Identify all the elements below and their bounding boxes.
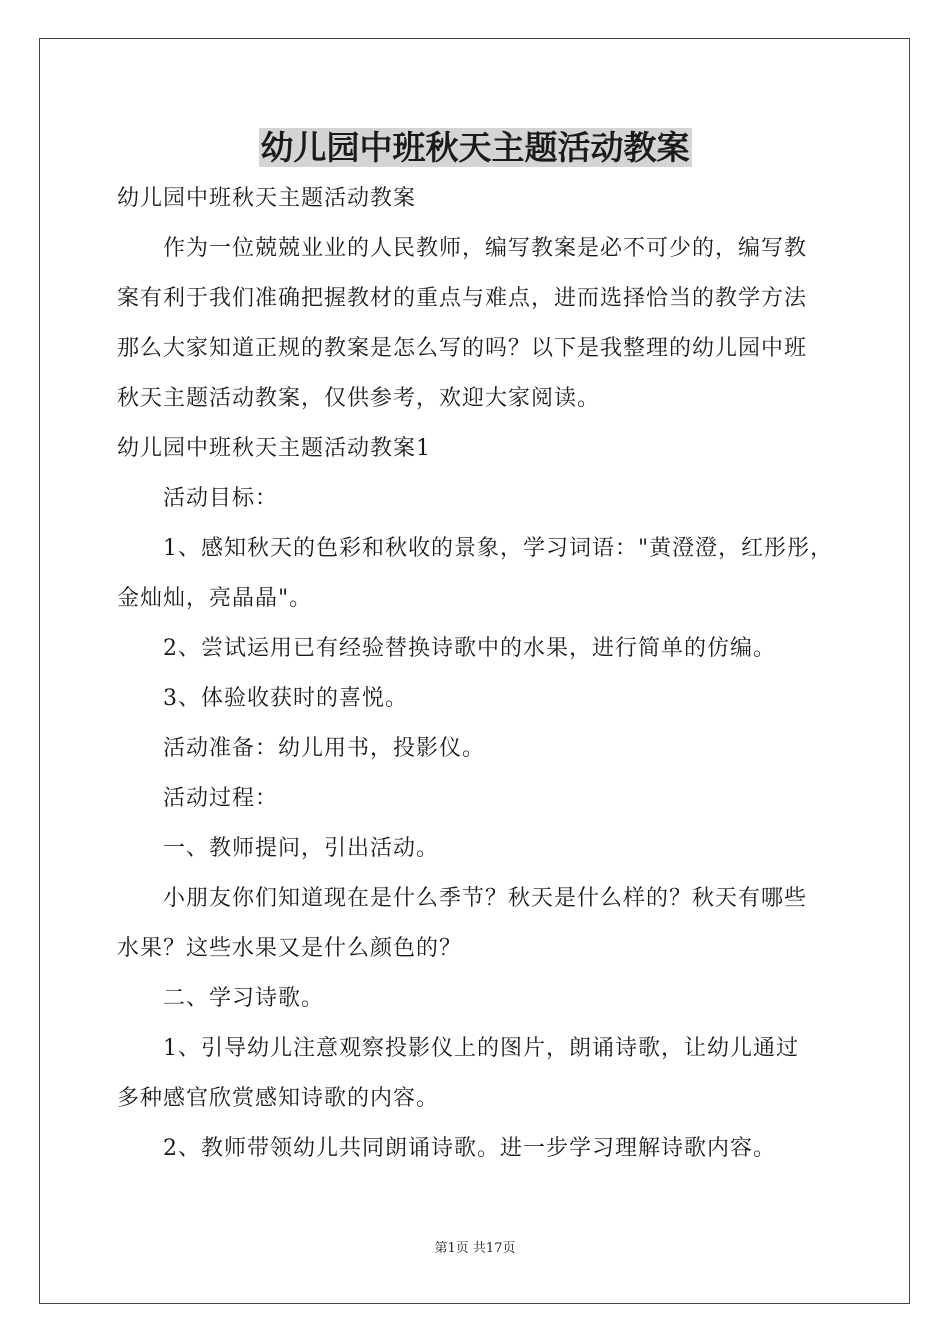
process-label: 活动过程： xyxy=(163,786,279,811)
page-border xyxy=(39,38,910,1304)
step-2-item-2: 2、教师带领幼儿共同朗诵诗歌。进一步学习理解诗歌内容。 xyxy=(163,1136,776,1161)
intro-line-4: 秋天主题活动教案，仅供参考，欢迎大家阅读。 xyxy=(117,386,601,411)
step-1-text-line-1: 小朋友你们知道现在是什么季节？秋天是什么样的？秋天有哪些 xyxy=(163,886,808,911)
goal-1-line-2: 金灿灿，亮晶晶"。 xyxy=(117,586,313,611)
step-2-item-1-line-2: 多种感官欣赏感知诗歌的内容。 xyxy=(117,1086,440,1111)
intro-line-3: 那么大家知道正规的教案是怎么写的吗？以下是我整理的幼儿园中班 xyxy=(117,336,808,361)
goals-label: 活动目标： xyxy=(163,486,279,511)
goal-3: 3、体验收获时的喜悦。 xyxy=(163,686,408,711)
intro-line-1: 作为一位兢兢业业的人民教师，编写教案是必不可少的，编写教 xyxy=(163,236,808,261)
section-heading: 幼儿园中班秋天主题活动教案1 xyxy=(117,436,431,461)
subtitle: 幼儿园中班秋天主题活动教案 xyxy=(117,186,417,211)
step-2: 二、学习诗歌。 xyxy=(163,986,325,1011)
document-title-text: 幼儿园中班秋天主题活动教案 xyxy=(260,128,690,167)
step-1: 一、教师提问，引出活动。 xyxy=(163,836,440,861)
goal-2: 2、尝试运用已有经验替换诗歌中的水果，进行简单的仿编。 xyxy=(163,636,776,661)
document-title xyxy=(0,124,950,172)
step-2-item-1-line-1: 1、引导幼儿注意观察投影仪上的图片，朗诵诗歌，让幼儿通过 xyxy=(163,1036,799,1061)
intro-line-2: 案有利于我们准确把握教材的重点与难点，进而选择恰当的教学方法 xyxy=(117,286,808,311)
preparation: 活动准备：幼儿用书，投影仪。 xyxy=(163,736,486,761)
step-1-text-line-2: 水果？这些水果又是什么颜色的？ xyxy=(117,936,463,961)
page-footer: 第1页 共17页 xyxy=(434,1241,516,1256)
goal-1-line-1: 1、感知秋天的色彩和秋收的景象，学习词语："黄澄澄，红彤彤， xyxy=(163,536,834,561)
